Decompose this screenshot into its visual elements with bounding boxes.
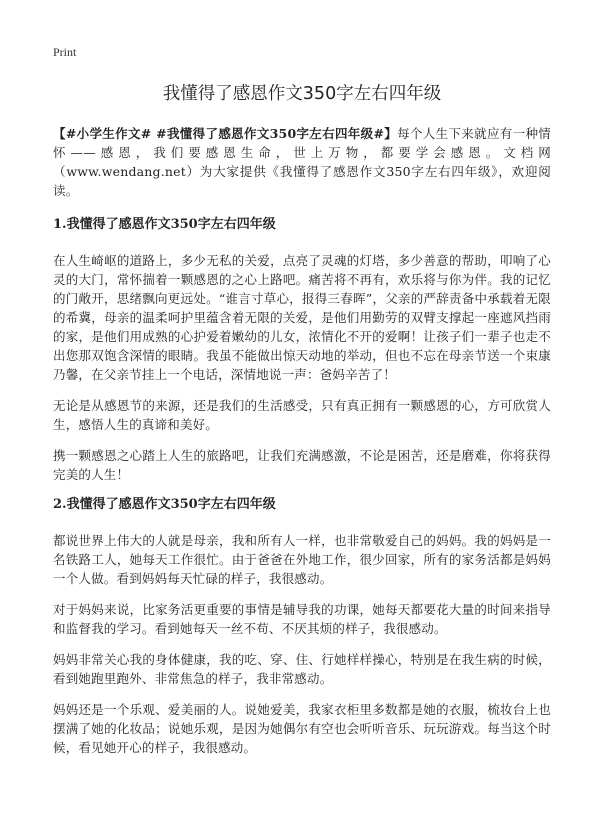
essay-paragraph: 携一颗感恩之心踏上人生的旅路吧，让我们充满感激，不论是困苦，还是磨难，你将获得完美的人生！ — [53, 448, 551, 482]
intro-paragraph — [53, 124, 551, 200]
essay-paragraph: 对于妈妈来说，比家务活更重要的事情是辅导我的功课，她每天都要花大量的时间来指导和监督我的学习。看到她每天一丝不苟、不厌其烦的样子，我很感动。 — [53, 602, 551, 636]
essay-paragraph: 妈妈非常关心我的身体健康，我的吃、穿、住、行她样样操心，特别是在我生病的时候，看到她跑里跑外、非常焦急的样子，我非常感动。 — [53, 652, 551, 686]
print-link[interactable]: Print — [53, 45, 77, 59]
section-heading: 2.我懂得了感恩作文350字左右四年级 — [53, 497, 276, 512]
essay-section-2 — [53, 496, 551, 757]
section-heading: 1.我懂得了感恩作文350字左右四年级 — [53, 217, 276, 232]
intro-text: 每个人生下来就应有一种情怀——感恩，我们要感恩生命，世上万物，都要学会感恩。文档网（www.wendang.net）为大家提供《我懂得了感恩作文350字左右四年级》，欢迎阅读。 — [53, 126, 551, 198]
essay-paragraph: 无论是从感恩节的来源，还是我们的生活感受，只有真正拥有一颗感恩的心，方可欣赏人生，感悟人生的真谛和美好。 — [53, 398, 551, 432]
essay-paragraph: 在人生崎岖的道路上，多少无私的关爱，点亮了灵魂的灯塔，多少善意的帮助，叩响了心灵的大门，常怀揣着一颗感恩的之心上路吧。痛苦将不再有，欢乐将与你为伴。我的记忆的门敞开，思绪飘向更远处。“谁言寸草心，报得三春晖”，父亲的严辞责备中承载着无限的希冀，母亲的温柔呵护里蕴含着无限的关爱，是他们用勤劳的双臂支撑起一座遮风挡雨的家，是他们用成熟的心护爱着嫩幼的儿女，浓情化不开的爱啊！让孩子们一辈子也走不出您那双饱含深情的眼睛。我虽不能做出惊天动地的举动，但也不忘在母亲节送一个束康乃馨，在父亲节挂上一个电话，深情地说一声：爸妈辛苦了！ — [53, 253, 551, 382]
essay-paragraph: 都说世界上伟大的人就是母亲，我和所有人一样，也非常敬爱自己的妈妈。我的妈妈是一名铁路工人，她每天工作很忙。由于爸爸在外地工作，很少回家，所有的家务活都是妈妈一个人做。看到妈妈每天忙碌的样子，我很感动。 — [53, 533, 551, 586]
essay-section-1 — [53, 216, 551, 484]
document-title: 我懂得了感恩作文350字左右四年级 — [162, 84, 442, 104]
essay-paragraph: 妈妈还是一个乐观、爱美丽的人。说她爱美，我家衣柜里多数都是她的衣服，梳妆台上也摆满了她的化妆品；说她乐观，是因为她偶尔有空也会听听音乐、玩玩游戏。每当这个时候，看见她开心的样子，我很感动。 — [53, 702, 551, 755]
intro-tags: 【#小学生作文# #我懂得了感恩作文350字左右四年级#】 — [53, 126, 398, 141]
